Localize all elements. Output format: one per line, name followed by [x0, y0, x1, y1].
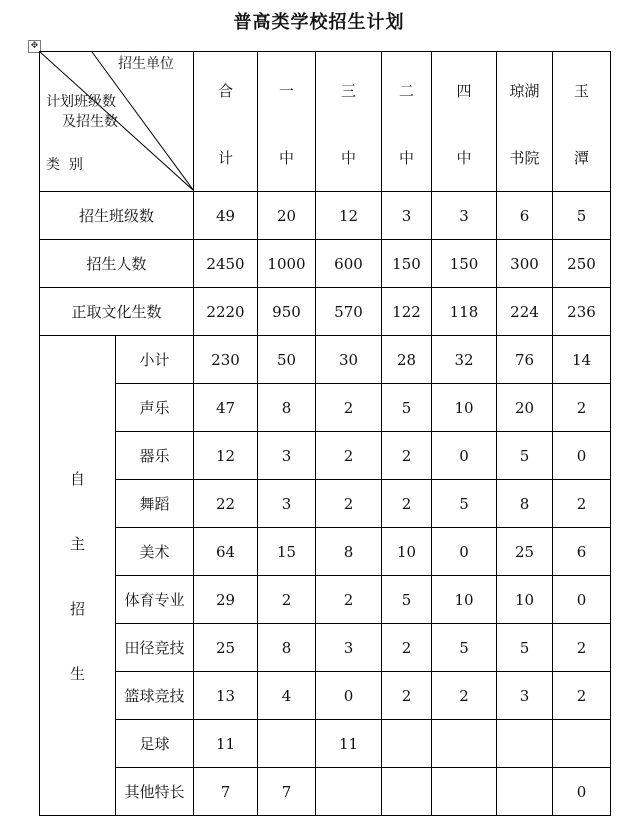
table-row [40, 768, 611, 816]
table-cell: 3 [497, 672, 553, 720]
table-cell: 7 [194, 768, 258, 816]
row-label: 招生班级数 [40, 192, 194, 240]
table-cell: 7 [258, 768, 316, 816]
table-cell: 14 [553, 336, 611, 384]
row-label: 招生人数 [40, 240, 194, 288]
table-cell [316, 768, 382, 816]
table-cell: 2 [432, 672, 497, 720]
table-cell: 2 [382, 480, 432, 528]
table-cell: 10 [382, 528, 432, 576]
table-cell: 2 [382, 432, 432, 480]
row-label: 器乐 [116, 432, 194, 480]
table-cell: 950 [258, 288, 316, 336]
table-cell: 2220 [194, 288, 258, 336]
table-cell: 0 [432, 432, 497, 480]
table-cell: 1000 [258, 240, 316, 288]
table-row [40, 192, 611, 240]
table-cell: 224 [497, 288, 553, 336]
table-cell: 10 [497, 576, 553, 624]
table-row [40, 672, 611, 720]
table-cell: 150 [432, 240, 497, 288]
row-label: 小计 [116, 336, 194, 384]
table-cell: 2 [258, 576, 316, 624]
table-cell: 2 [553, 672, 611, 720]
table-cell [497, 720, 553, 768]
header-plan-label-2: 及招生数 [62, 114, 118, 130]
col-header-yutan: 玉 潭 [553, 52, 611, 192]
table-cell: 8 [497, 480, 553, 528]
table-cell [382, 768, 432, 816]
table-cell [497, 768, 553, 816]
table-cell: 2 [382, 624, 432, 672]
table-cell: 0 [553, 768, 611, 816]
row-label: 田径竞技 [116, 624, 194, 672]
table-cell: 2 [316, 432, 382, 480]
table-cell: 49 [194, 192, 258, 240]
table-cell: 12 [316, 192, 382, 240]
table-cell: 300 [497, 240, 553, 288]
table-cell: 8 [316, 528, 382, 576]
table-cell: 2450 [194, 240, 258, 288]
table-cell: 2 [316, 480, 382, 528]
table-cell: 2 [316, 576, 382, 624]
table-row [40, 576, 611, 624]
table-cell: 0 [553, 576, 611, 624]
row-label: 正取文化生数 [40, 288, 194, 336]
row-label: 体育专业 [116, 576, 194, 624]
table-cell: 3 [382, 192, 432, 240]
table-cell: 2 [553, 480, 611, 528]
table-cell: 2 [553, 384, 611, 432]
table-cell: 5 [497, 432, 553, 480]
table-cell: 28 [382, 336, 432, 384]
table-cell: 10 [432, 384, 497, 432]
table-cell: 5 [553, 192, 611, 240]
col-header-school-2: 二 中 [382, 52, 432, 192]
col-header-qionghu: 琼湖 书院 [497, 52, 553, 192]
row-label: 足球 [116, 720, 194, 768]
table-cell: 13 [194, 672, 258, 720]
table-row [40, 720, 611, 768]
table-cell [432, 768, 497, 816]
table-cell: 20 [497, 384, 553, 432]
table-cell: 12 [194, 432, 258, 480]
col-header-total: 合 计 [194, 52, 258, 192]
table-cell: 5 [432, 480, 497, 528]
table-cell: 25 [194, 624, 258, 672]
table-cell: 6 [553, 528, 611, 576]
table-cell [382, 720, 432, 768]
move-handle-icon[interactable]: ✥ [28, 40, 41, 53]
table-cell: 25 [497, 528, 553, 576]
table-cell: 3 [316, 624, 382, 672]
col-header-school-3: 三 中 [316, 52, 382, 192]
col-header-school-4: 四 中 [432, 52, 497, 192]
table-cell: 64 [194, 528, 258, 576]
table-cell: 3 [432, 192, 497, 240]
table-cell: 2 [553, 624, 611, 672]
table-cell: 600 [316, 240, 382, 288]
header-category-label: 类 别 [46, 157, 83, 173]
table-cell: 10 [432, 576, 497, 624]
table-cell: 11 [316, 720, 382, 768]
table-cell: 5 [382, 384, 432, 432]
table-cell: 4 [258, 672, 316, 720]
table-cell: 8 [258, 384, 316, 432]
table-row [40, 480, 611, 528]
table-cell: 20 [258, 192, 316, 240]
row-label: 声乐 [116, 384, 194, 432]
row-label: 舞蹈 [116, 480, 194, 528]
table-row [40, 624, 611, 672]
table-cell: 230 [194, 336, 258, 384]
table-row [40, 336, 611, 384]
table-cell: 15 [258, 528, 316, 576]
table-cell: 0 [316, 672, 382, 720]
table-cell: 236 [553, 288, 611, 336]
table-cell: 50 [258, 336, 316, 384]
self-enrollment-group-label: 自 主 招 生 [40, 336, 116, 816]
table-row [40, 240, 611, 288]
enrollment-plan-table [39, 51, 611, 816]
table-cell: 2 [316, 384, 382, 432]
table-row [40, 384, 611, 432]
table-cell: 29 [194, 576, 258, 624]
table-cell: 3 [258, 432, 316, 480]
table-cell: 6 [497, 192, 553, 240]
table-cell: 32 [432, 336, 497, 384]
table-cell: 122 [382, 288, 432, 336]
table-cell [258, 720, 316, 768]
table-row [40, 288, 611, 336]
table-cell [432, 720, 497, 768]
table-cell: 3 [258, 480, 316, 528]
table-cell: 5 [497, 624, 553, 672]
table-cell: 250 [553, 240, 611, 288]
table-cell: 22 [194, 480, 258, 528]
header-plan-label-1: 计划班级数 [46, 94, 116, 110]
table-cell: 5 [382, 576, 432, 624]
header-row [40, 52, 611, 192]
header-unit-label: 招生单位 [118, 56, 174, 72]
table-cell: 5 [432, 624, 497, 672]
table-cell: 30 [316, 336, 382, 384]
table-cell: 76 [497, 336, 553, 384]
diagonal-header-cell [40, 52, 194, 192]
table-cell: 8 [258, 624, 316, 672]
row-label: 篮球竞技 [116, 672, 194, 720]
row-label: 美术 [116, 528, 194, 576]
table-cell: 0 [553, 432, 611, 480]
table-cell: 118 [432, 288, 497, 336]
table-row [40, 432, 611, 480]
table-cell: 11 [194, 720, 258, 768]
table-cell: 150 [382, 240, 432, 288]
table-cell: 0 [432, 528, 497, 576]
row-label: 其他特长 [116, 768, 194, 816]
table-row [40, 528, 611, 576]
table-cell: 47 [194, 384, 258, 432]
table-cell [553, 720, 611, 768]
page-title: 普高类学校招生计划 [233, 12, 405, 33]
table-cell: 570 [316, 288, 382, 336]
table-cell: 2 [382, 672, 432, 720]
col-header-school-1: 一 中 [258, 52, 316, 192]
